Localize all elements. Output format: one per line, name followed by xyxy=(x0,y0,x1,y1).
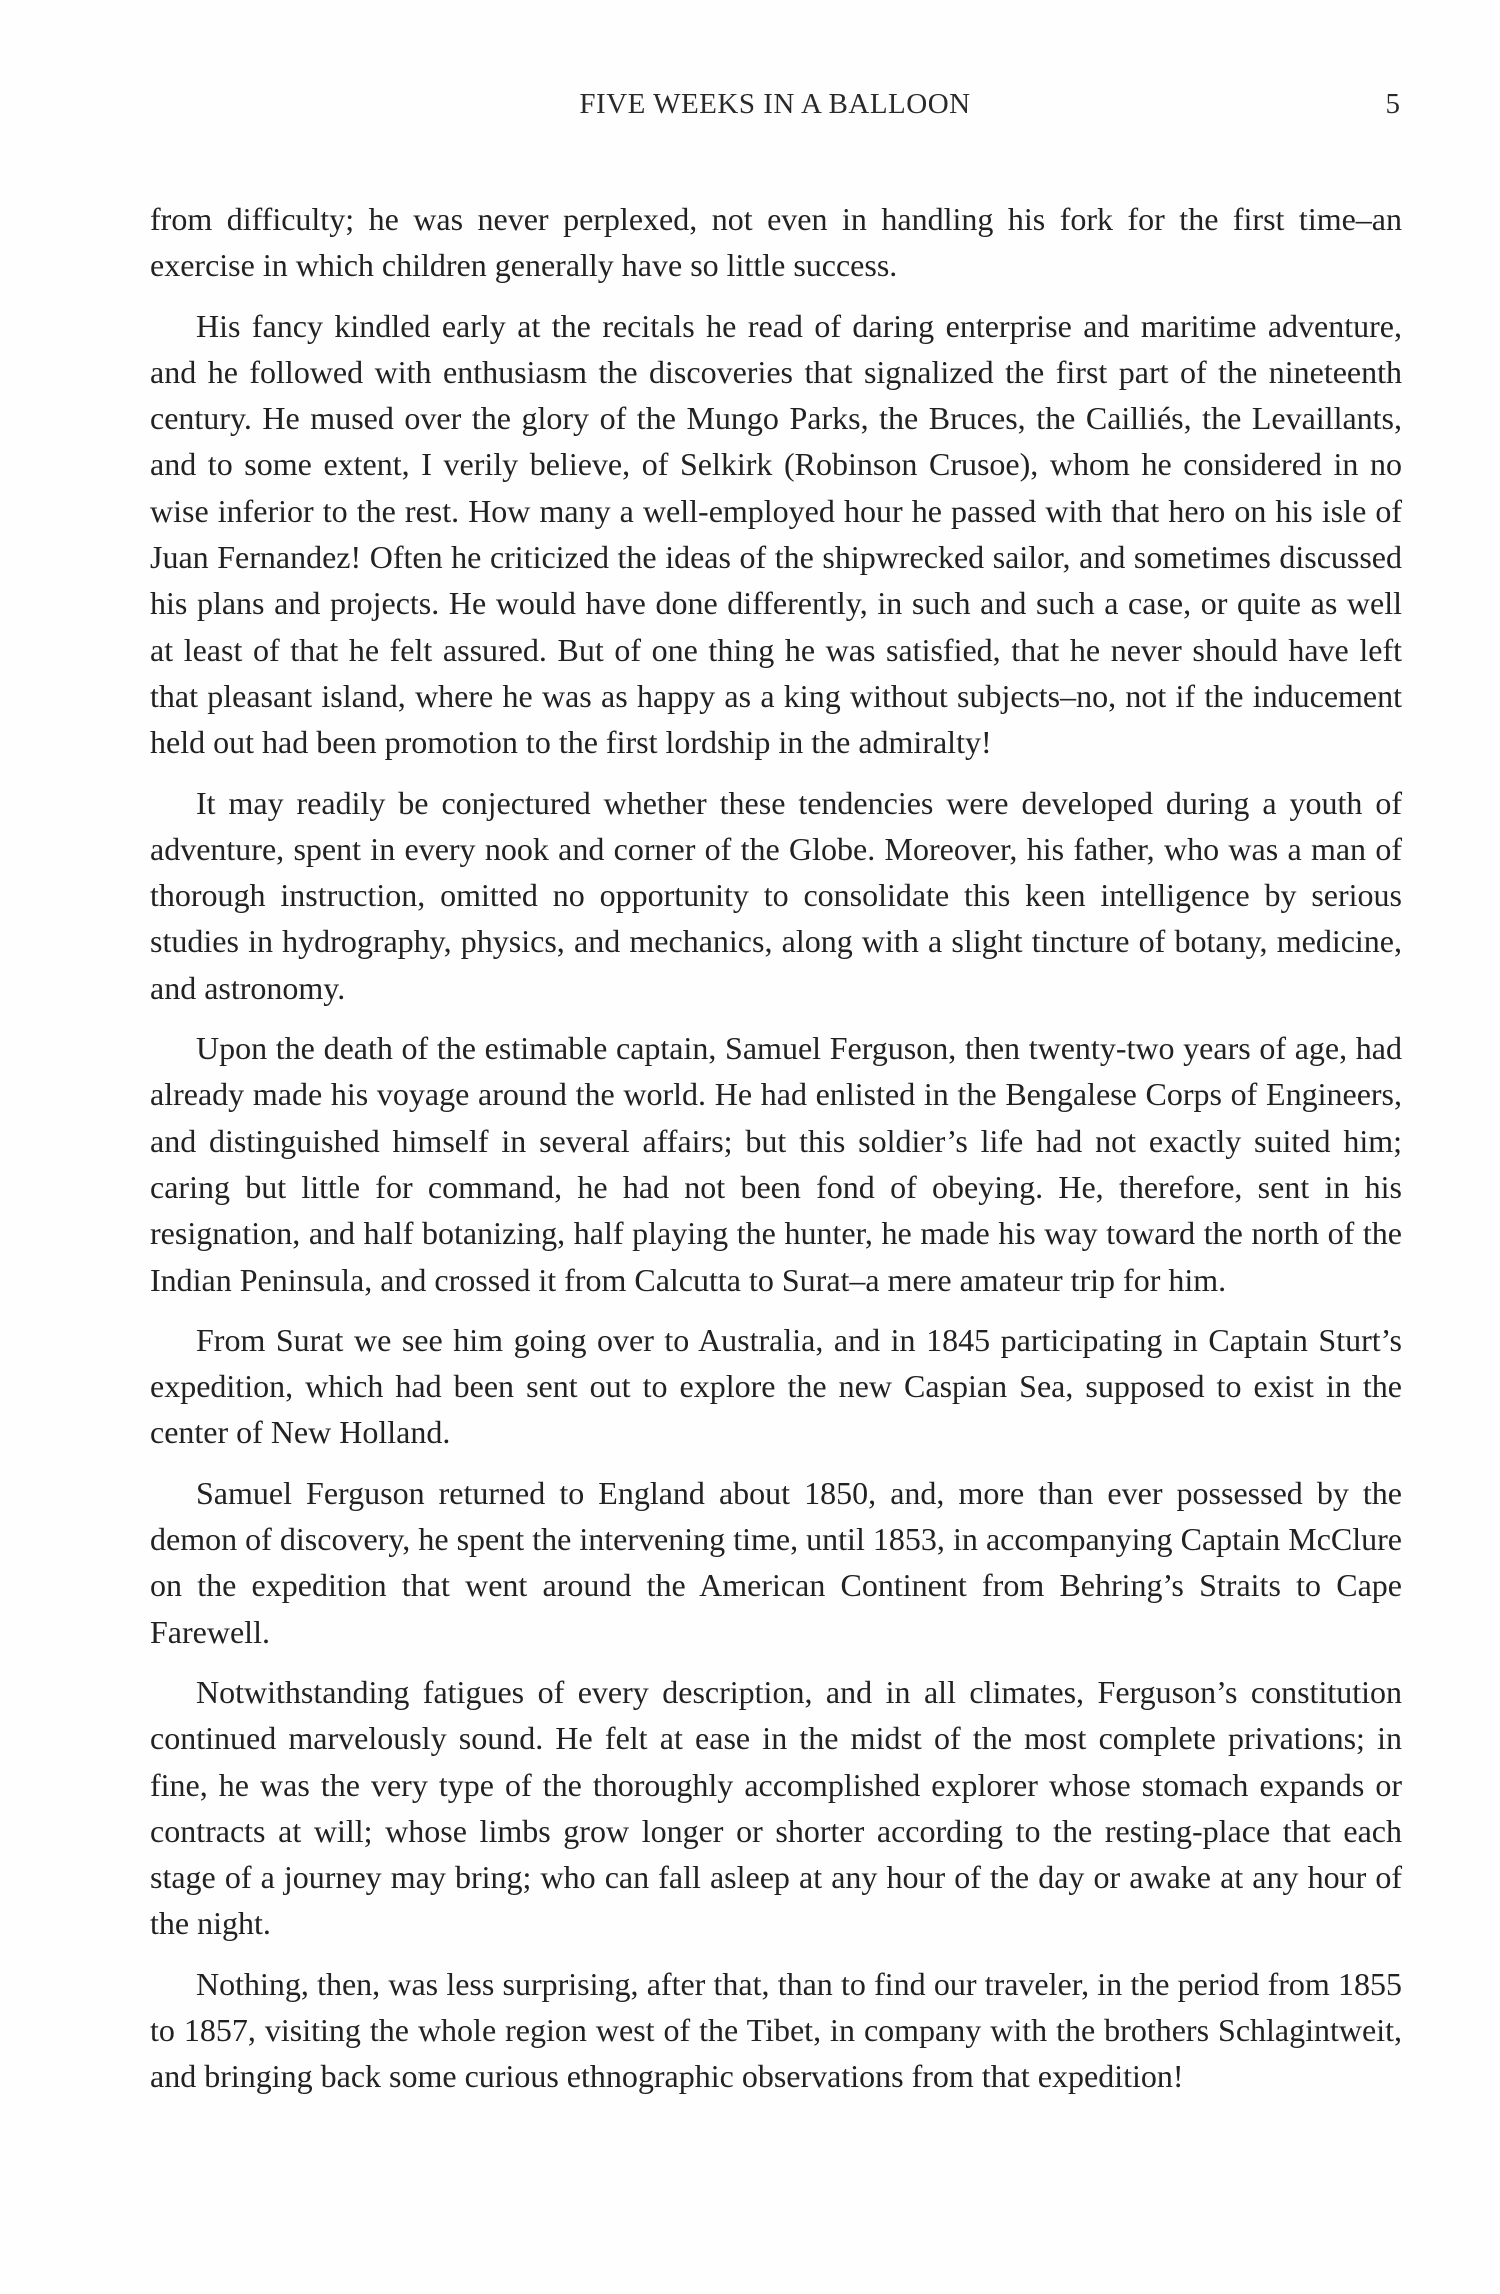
paragraph-continued: from difficulty; he was never perplexed, not even in handling his fork for the first time–an exercise in which children generally have so little success. xyxy=(150,201,1402,284)
page-number: 5 xyxy=(1385,88,1400,120)
paragraph: Upon the death of the estimable captain, Samuel Ferguson, then twenty-two years of age, had already made his voyage around the world. He had enlisted in the Bengalese Corps of Engineers, and distinguished himself in several affairs; but this soldier’s life had not exactly suited him; caring but little for command, he had not been fond of obeying. He, therefore, sent in his resignation, and half botanizing, half playing the hunter, he made his way toward the north of the Indian Peninsula, and crossed it from Calcutta to Surat–a mere amateur trip for him. xyxy=(150,1030,1402,1298)
paragraph: From Surat we see him going over to Australia, and in 1845 participating in Captain Sturt’s expedition, which had been sent out to explore the new Caspian Sea, supposed to exist in the center of New Holland. xyxy=(150,1321,1402,1451)
paragraph: Nothing, then, was less surprising, after that, than to find our traveler, in the period from 1855 to 1857, visiting the whole region west of the Tibet, in company with the brothers Schlagintweit, and bringing back some curious ethnographic observations from that expedition! xyxy=(150,1965,1402,2095)
paragraph: Notwithstanding fatigues of every description, and in all climates, Ferguson’s constitution continued marvelously sound. He felt at ease in the midst of the most complete privations; in fine, he was the very type of the thoroughly accomplished explorer whose stomach expands or contracts at will; whose limbs grow longer or shorter according to the resting-place that each stage of a journey may bring; who can fall asleep at any hour of the day or awake at any hour of the night. xyxy=(150,1673,1402,1942)
running-header xyxy=(150,88,1400,128)
paragraph: It may readily be conjectured whether these tendencies were developed during a youth of adventure, spent in every nook and corner of the Globe. Moreover, his father, who was a man of thorough instruction, omitted no opportunity to consolidate this keen intelligence by serious studies in hydrography, physics, and mechanics, along with a slight tincture of botany, medicine, and astronomy. xyxy=(150,784,1402,1006)
running-title: FIVE WEEKS IN A BALLOON xyxy=(579,88,971,120)
paragraph: Samuel Ferguson returned to England about 1850, and, more than ever possessed by the demon of discovery, he spent the intervening time, until 1853, in accompanying Captain McClure on the expedition that went around the American Continent from Behring’s Straits to Cape Farewell. xyxy=(150,1474,1402,1650)
page-body xyxy=(150,196,1402,2114)
paragraph: His fancy kindled early at the recitals he read of daring enterprise and maritime adventure, and he followed with enthusiasm the discoveries that signalized the first part of the nineteenth century. He mused over the glory of the Mungo Parks, the Bruces, the Cailliés, the Levaillants, and to some extent, I verily believe, of Selkirk (Robinson Crusoe), whom he considered in no wise inferior to the rest. How many a well-employed hour he passed with that hero on his isle of Juan Fernandez! Often he criticized the ideas of the shipwrecked sailor, and sometimes discussed his plans and projects. He would have done differently, in such and such a case, or quite as well at least of that he felt assured. But of one thing he was satisfied, that he never should have left that pleasant island, where he was as happy as a king without subjects–no, not if the inducement held out had been promotion to the first lordship in the admiralty! xyxy=(150,307,1402,761)
